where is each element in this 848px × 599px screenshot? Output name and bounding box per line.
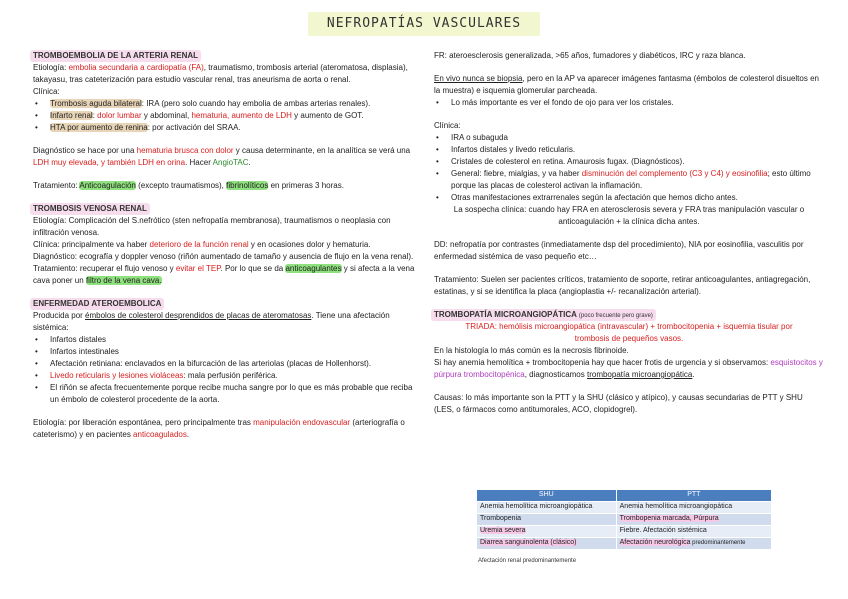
- table-cell: Afectación neurológica predominantemente: [616, 538, 771, 550]
- section-title: TROMBOPATÍA MICROANGIOPÁTICA (poco frecuente pero grave): [431, 309, 656, 321]
- tratamiento-text: Tratamiento: Suelen ser pacientes críticos, tratamiento de soporte, retirar anticoagulantes, antiagregación, estatinas, y si se identifica la placa (angioplastia +/- recanalización arterial).: [434, 275, 811, 296]
- clinica-label: Clínica:: [434, 121, 461, 130]
- table-cell: Trombopenia marcada, Púrpura: [616, 514, 771, 526]
- section-title: TROMBOEMBOLIA DE LA ARTERIA RENAL: [30, 50, 201, 62]
- table-row: [477, 526, 772, 538]
- sospecha-text: La sospecha clínica: cuando hay FRA en aterosclerosis severa y FRA tras manipulación vascular o anticoagulación + la clínica dicha antes.: [453, 205, 805, 226]
- table-row: [477, 538, 772, 550]
- clinica-list: [33, 98, 415, 134]
- diagnostico-text: Diagnóstico: ecografía y doppler venoso (riñón aumentado de tamaño y ausencia de flujo en la vena renal).: [33, 252, 414, 261]
- clinica-label: Clínica:: [33, 87, 60, 96]
- table-row: [477, 502, 772, 514]
- table-cell: Fiebre. Afectación sistémica: [616, 526, 771, 538]
- triada-text: TRIADA: hemólisis microangiopática (intravascular) + trombocitopenia + isquemia tisular por trombosis de pequeños vasos.: [465, 322, 793, 343]
- section-trombopatia: [434, 309, 824, 416]
- histologia-text: En la histología lo más común es la necrosis fibrinoide.: [434, 346, 629, 355]
- afectacion-list: [33, 334, 415, 406]
- clinica-list: [434, 132, 824, 204]
- list-item: • IRA o subaguda: [434, 132, 824, 144]
- section-tromboembolia: [33, 50, 415, 192]
- table-cell: Diarrea sanguinolenta (clásico): [477, 538, 617, 550]
- etiologia-text: Etiología: Complicación del S.nefrótico (sten nefropatía membranosa), traumatismos o neoplasia con infiltración venosa.: [33, 216, 391, 237]
- table-cell: Anemia hemolítica microangiopática: [477, 502, 617, 514]
- table-cell: Uremia severa: [477, 526, 617, 538]
- etiologia-text: Etiología: por liberación espontánea, pero principalmente tras manipulación endovascular (arteriografía o cateterismo) y en pacientes anticoagulados.: [33, 418, 405, 439]
- causas-text: Causas: lo más importante son la PTT y la SHU (clásico y atípico), y causas secundarias de PTT y SHU (LES, o fármacos como antitumorales, ACO, clopidogrel).: [434, 393, 803, 414]
- list-item: • Infartos distales y livedo reticularis.: [434, 144, 824, 156]
- list-item: • Otras manifestaciones extrarrenales según la afectación que hemos dicho antes.: [434, 192, 824, 204]
- list-item: • Infarto renal: dolor lumbar y abdominal, hematuria, aumento de LDH y aumento de GOT.: [33, 110, 415, 122]
- tratamiento-text: Tratamiento: recuperar el flujo venoso y evitar el TEP. Por lo que se da anticoagulantes y si afecta a la vena cava poner un filtro de la vena cava.: [33, 264, 415, 285]
- list-item: • Livedo reticularis y lesiones violáceas: mala perfusión periférica.: [33, 370, 415, 382]
- table-note: Afectación renal predominantemente: [478, 558, 577, 564]
- shu-ptt-table: [476, 489, 772, 550]
- section-title: ENFERMEDAD ATEROEMBOLICA: [30, 298, 164, 310]
- list-item: • Trombosis aguda bilateral: IRA (pero solo cuando hay embolia de ambas arterias renales).: [33, 98, 415, 110]
- list-item: • Infartos distales: [33, 334, 415, 346]
- table-header: SHU: [477, 490, 617, 502]
- diagnostico-text: Diagnóstico se hace por una hematuria brusca con dolor y causa determinante, en la analítica se verá una LDH muy elevada, y también LDH en orina. Hacer AngioTAC.: [33, 146, 411, 167]
- list-item: • Cristales de colesterol en retina. Amaurosis fugax. (Diagnósticos).: [434, 156, 824, 168]
- page-title: NEFROPATÍAS VASCULARES: [308, 12, 540, 36]
- section-title: TROMBOSIS VENOSA RENAL: [30, 203, 150, 215]
- list-item: • Afectación retiniana: enclavados en la bifurcación de las arteriolas (placas de Hollenhorst).: [33, 358, 415, 370]
- clinica-text: Clínica: principalmente va haber deterioro de la función renal y en ocasiones dolor y hematuria.: [33, 240, 371, 249]
- table-row: [477, 514, 772, 526]
- fr-text: FR: ateroesclerosis generalizada, >65 años, fumadores y diabéticos, IRC y raza blanca.: [434, 51, 746, 60]
- list-item: • Lo más importante es ver el fondo de ojo para ver los cristales.: [434, 97, 824, 109]
- list-item: • HTA por aumento de renina: por activación del SRAA.: [33, 122, 415, 134]
- table-header: PTT: [616, 490, 771, 502]
- list-item: • General: fiebre, mialgias, y va haber disminución del complemento (C3 y C4) y eosinofilia; esto último porque las placas de colesterol activan la inflamación.: [434, 168, 824, 192]
- left-column: [33, 50, 415, 441]
- right-column: [434, 50, 824, 416]
- list-item: • Infartos intestinales: [33, 346, 415, 358]
- intro-text: Producida por émbolos de colesterol desprendidos de placas de ateromatosas. Tiene una afectación sistémica:: [33, 311, 390, 332]
- list-item: • El riñón se afecta frecuentemente porque recibe mucha sangre por lo que es más probable que reciba un émbolo de colesterol procedente de la aorta.: [33, 382, 415, 406]
- etiologia-text: Etiología: embolia secundaria a cardiopatía (FA), traumatismo, trombosis arterial (ateromatosa, displasia), takayasu, tras cateterización para estudio vascular renal, tras aneurisma de aorta o renal.: [33, 63, 408, 84]
- table-cell: Trombopenia: [477, 514, 617, 526]
- section-trombosis-venosa: [33, 203, 415, 287]
- biopsia-text: En vivo nunca se biopsia, pero en la AP va aparecer imágenes fantasma (émbolos de colesterol disueltos en la muestra) e isquemia glomerular parcheada.: [434, 74, 819, 95]
- table-header-row: [477, 490, 772, 502]
- frotis-text: Si hay anemia hemolítica + trombocitopenia hay que hacer frotis de urgencia y si observamos: esquistocitos y púrpura trombocitopénica, diagnosticamos trombopatía microangiopática.: [434, 358, 823, 379]
- tratamiento-text: Tratamiento: Anticoagulación (excepto traumatismos), fibrinolíticos en primeras 3 horas.: [33, 181, 344, 190]
- table-cell: Anemia hemolítica microangiopática: [616, 502, 771, 514]
- dd-text: DD: nefropatía por contrastes (inmediatamente dsp del procedimiento), NIA por eosinofilia, vasculitis por enfermedad sistémica de vaso pequeño etc…: [434, 240, 804, 261]
- section-ateroembolica: [33, 298, 415, 441]
- biopsia-list: [434, 97, 824, 109]
